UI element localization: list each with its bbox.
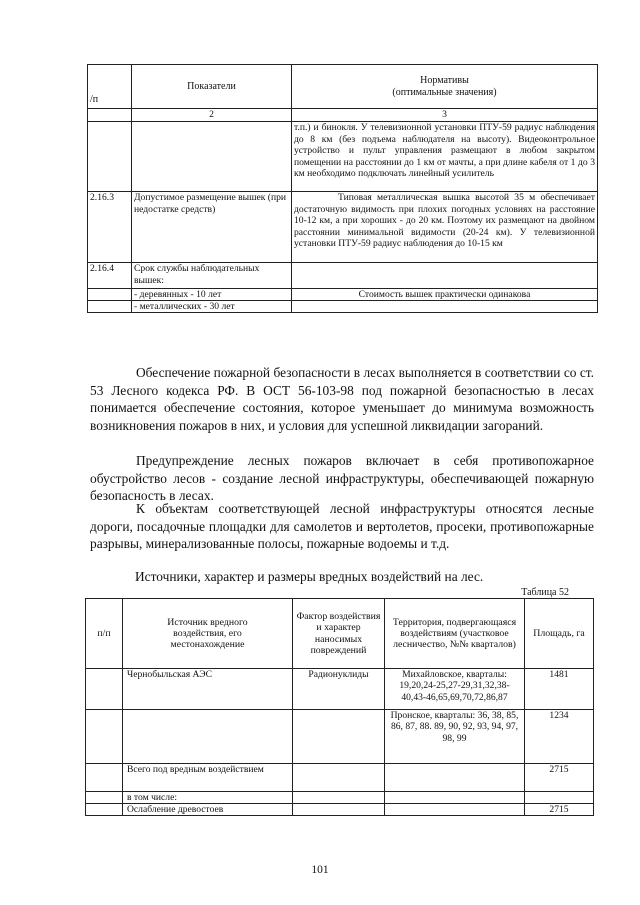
table1-row-num: 2.16.4 [88,263,132,289]
table52-row-num [86,669,123,710]
body-paragraph: Обеспечение пожарной безопасности в лесах выполняется в соответствии со ст. 53 Лесного кодекса РФ. В ОСТ 56-103-98 под пожарной безопасностью в лесах понимается обеспечение состояния, которое уменьшает до минимума возможность возникновения пожаров в них, и условия для успешной ликвидации загораний. [90,365,594,433]
table1-row-indicator: - металлических - 30 лет [132,301,292,313]
table52-row-area: 2715 [525,804,594,816]
table52-row-territory [385,792,525,804]
table52-row-area: 1481 [525,669,594,710]
table52-row-factor [293,804,385,816]
table-row [86,792,594,804]
table1-header-normatives-line2: (оптимальные значения) [392,86,497,98]
table52-row-num [86,792,123,804]
table52-header-source: Источник вредного воздействия, его местонахождение [123,599,293,669]
table52-row-num [86,710,123,764]
table52-header-factor: Фактор воздействия и характер наносимых повреждений [293,599,385,669]
table52-row-factor [293,764,385,792]
table52-header-territory: Территория, подвергающаяся воздействиям (участковое лесничество, №№ кварталов) [385,599,525,669]
table52-header-area: Площадь, га [525,599,594,669]
table1-col-number: 2 [132,109,292,122]
table52-row-factor [293,710,385,764]
table-caption: Таблица 52 [521,587,569,598]
table52-row-source: в том числе: [123,792,293,804]
table52-row-source: Чернобыльская АЭС [123,669,293,710]
table1-row-num: 2.16.3 [88,192,132,263]
normatives-table [87,64,598,313]
section-heading: Источники, характер и размеры вредных воздействий на лес. [135,569,484,584]
table1-row-indicator: - деревянных - 10 лет [132,289,292,301]
harmful-impacts-table [85,598,594,816]
table1-row-normative: Типовая металлическая вышка высотой 35 м обеспечивает достаточную видимость при плохих погодных условиях на расстояние 10-12 км, а при хороших - до 20 км. Поэтому их размещают на двойном расстоянии минимальной видимости (20-24 км). У телевизионной установки ПТУ-59 радиус наблюдения до 10-15 км [292,192,598,263]
table1-header-row [88,65,598,109]
table52-row-territory [385,804,525,816]
table1-header-normatives [292,65,598,109]
table-row [88,289,598,301]
table52-row-num [86,764,123,792]
table1-row-normative: Стоимость вышек практически одинакова [292,289,598,301]
table1-row-normative [292,301,598,313]
table-row [88,263,598,289]
table-row [88,122,598,192]
table52-row-num [86,804,123,816]
table1-row-indicator: Допустимое размещение вышек (при недостатке средств) [132,192,292,263]
body-paragraph: К объектам соответствующей лесной инфраструктуры относятся лесные дороги, посадочные площадки для самолетов и вертолетов, просеки, противопожарные разрывы, минерализованные полосы, пожарные водоемы и т.д. [90,501,594,552]
table52-row-source [123,710,293,764]
page-number: 101 [311,864,329,876]
table52-row-source: Ослабление древостоев [123,804,293,816]
body-paragraph: Предупреждение лесных пожаров включает в себя противопожарное обустройство лесов - создание лесной инфраструктуры, обеспечивающей пожарную безопасность в лесах. [90,453,594,504]
table1-col-number: 3 [292,109,598,122]
table-row [88,192,598,263]
table1-row-num [88,289,132,301]
table-row [86,710,594,764]
table1-header-indicator: Показатели [132,65,292,109]
table52-row-area: 2715 [525,764,594,792]
table-row [88,301,598,313]
table-row [86,669,594,710]
table52-row-area [525,792,594,804]
table52-row-source: Всего под вредным воздействием [123,764,293,792]
table1-row-indicator: Срок службы наблюдательных вышек: [132,263,292,289]
table52-header-row [86,599,594,669]
table52-row-area: 1234 [525,710,594,764]
table1-header-normatives-line1: Нормативы [420,74,469,86]
table52-row-factor [293,792,385,804]
table52-row-territory: Пронское, кварталы: 36, 38, 85, 86, 87, 88. 89, 90, 92, 93, 94, 97, 98, 99 [385,710,525,764]
table52-row-factor: Радионуклиды [293,669,385,710]
table1-continuation-text: т.п.) и бинокля. У телевизионной установки ПТУ-59 радиус наблюдения до 8 км (без подъема наблюдателя на высоту). Видеоконтрольное устройство и пульт управления размещают в любом закрытом помещении на расстоянии до 1 км от мачты, а при длине кабеля от 1 до 3 км необходимо подключать линейный усилитель [292,122,598,192]
table1-numbering-row [88,109,598,122]
table-row [86,804,594,816]
table1-row-num [88,301,132,313]
table52-row-territory: Михайловское, кварталы: 19,20,24-25,27-29,31,32,38-40,43-46,65,69,70,72,86,87 [385,669,525,710]
table-row [86,764,594,792]
table52-header-num: п/п [86,599,123,669]
table1-row-normative [292,263,598,289]
table1-header-num: /п [88,65,132,109]
table52-row-territory [385,764,525,792]
